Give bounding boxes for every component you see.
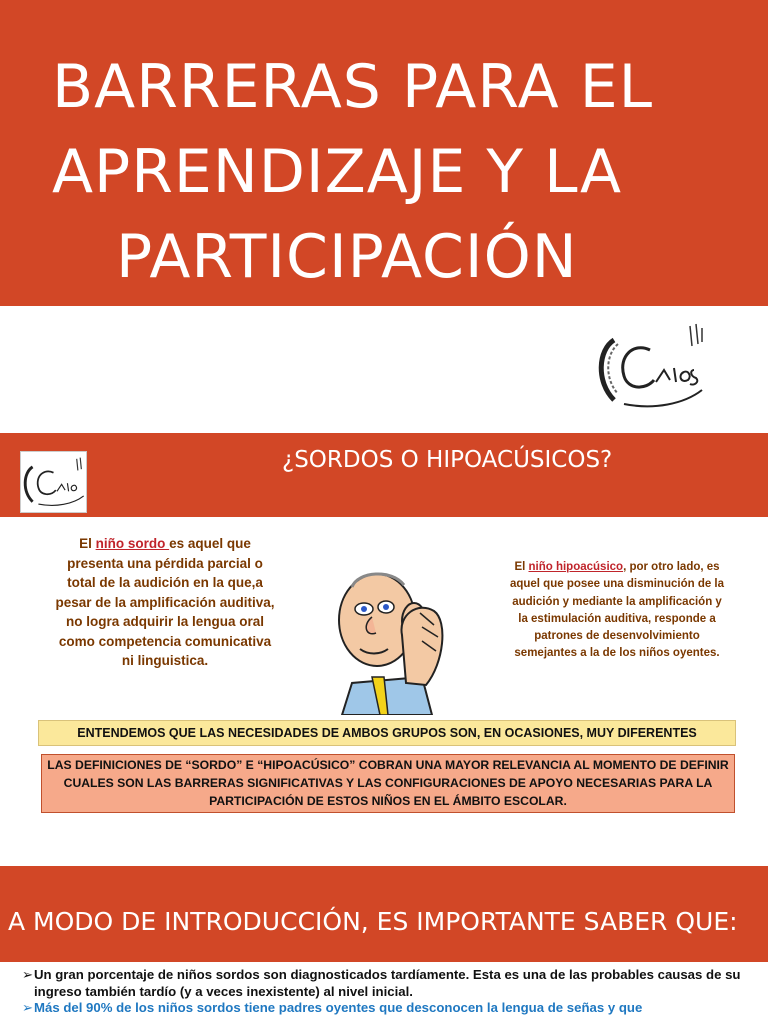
title-line-3: PARTICIPACIÓN (116, 222, 578, 292)
definition-text: es aquel que presenta una pérdida parcial o total de la audición en la que,a pesar de la amplificación auditiva, no logra adquirir la lengua oral como competencia comunicativa ni linguistica. (55, 536, 275, 668)
intro-bullet-list (22, 967, 762, 1017)
definitions-relevance-note: LAS DEFINICIONES DE “SORDO” E “HIPOACÚSICO” COBRAN UNA MAYOR RELEVANCIA AL MOMENTO DE DEFINIR CUALES SON LAS BARRERAS SIGNIFICATIVAS Y LAS CONFIGURACIONES DE APOYO NECESARIAS PARA LA PARTICIPACIÓN DE ESTOS NIÑOS EN EL ÁMBITO ESCOLAR. (41, 754, 735, 813)
list-item (22, 1000, 762, 1017)
crios-logo (594, 320, 706, 412)
intro-title: A MODO DE INTRODUCCIÓN, ES IMPORTANTE SABER QUE: (8, 907, 738, 936)
list-item (22, 967, 762, 1000)
definition-prefix: El (514, 561, 529, 573)
crios-logo-small (20, 451, 87, 513)
title-line-1: BARRERAS PARA EL (52, 52, 654, 122)
arrow-bullet-icon: ➢ (22, 967, 34, 982)
term-nino-sordo: niño sordo (95, 536, 170, 551)
definition-text: , por otro lado, es aquel que posee una disminución de la audición y mediante la amplificación y la estimulación auditiva, responde a patrones de desenvolvimiento semejantes a la de los niños oyentes. (509, 561, 725, 660)
section-title: ¿SORDOS O HIPOACÚSICOS? (282, 447, 613, 473)
term-nino-hipoacusico: niño hipoacúsico (528, 561, 624, 573)
man-cupping-ear-illustration (322, 565, 452, 715)
section-band (0, 433, 768, 517)
hard-of-hearing-definition (506, 559, 728, 663)
title-line-2: APRENDIZAJE Y LA (52, 137, 623, 207)
needs-differ-note: ENTENDEMOS QUE LAS NECESIDADES DE AMBOS GRUPOS SON, EN OCASIONES, MUY DIFERENTES (38, 720, 736, 746)
definition-prefix: El (79, 536, 96, 551)
bullet-text: Un gran porcentaje de niños sordos son diagnosticados tardíamente. Esta es una de las probables causas de su ingreso también tardío (y a veces inexistente) al nivel inicial. (34, 967, 741, 999)
deaf-child-definition (55, 534, 275, 671)
arrow-bullet-icon: ➢ (22, 1000, 34, 1015)
bullet-text: Más del 90% de los niños sordos tiene padres oyentes que desconocen la lengua de señas y que (34, 1000, 643, 1015)
